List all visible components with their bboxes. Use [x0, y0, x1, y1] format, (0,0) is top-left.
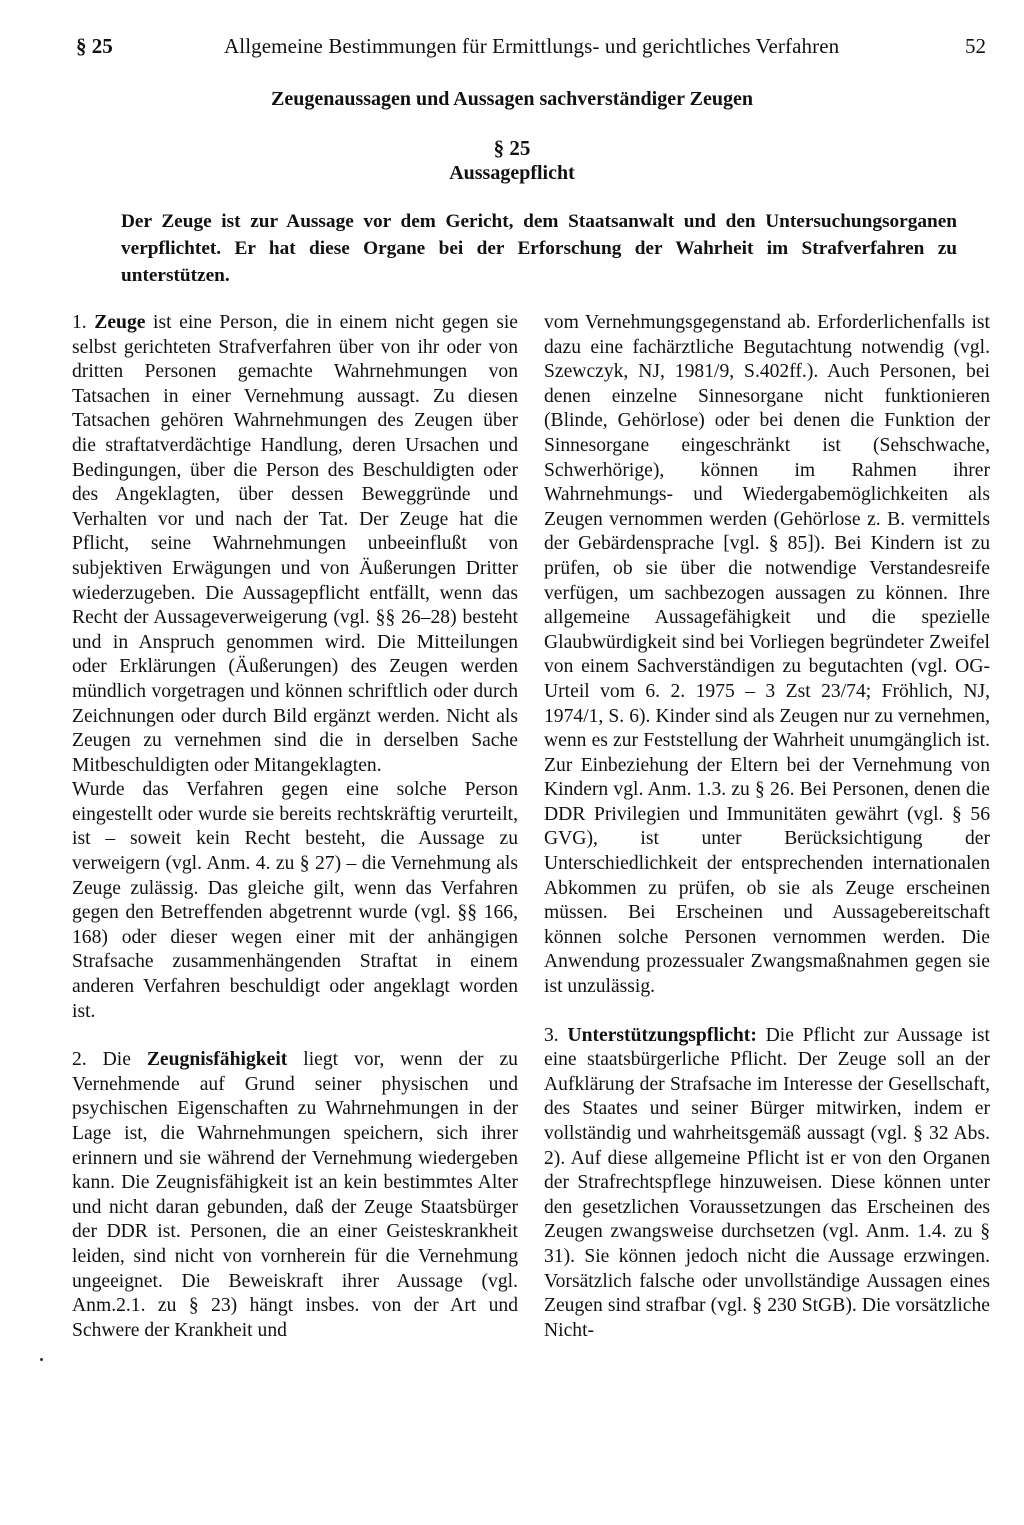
note-3-lead: Unterstützungspflicht:: [567, 1024, 757, 1046]
running-head-title: Allgemeine Bestimmungen für Ermittlungs- und gerichtliches Verfahren: [224, 34, 840, 58]
note-1-lead: Zeuge: [94, 312, 146, 333]
page-number: 52: [965, 34, 986, 58]
note-2-continuation: vom Vernehmungsgegenstand ab. Erforderlichenfalls ist dazu eine fachärztliche Begutachtung notwendig (vgl. Szewczyk, NJ, 1981/9, S.402ff.). Auch Personen, bei denen einzelne Sinnesorgane nicht funktionieren (Blinde, Gehörlose) oder bei denen die Funktion der Sinnesorgane eingeschränkt ist (Sehschwache, Schwerhörige), können im Rahmen ihrer Wahrnehmungs- und Wiedergabemöglichkeiten als Zeugen vernommen werden (Gehörlose z. B. vermittels der Gebärdensprache [vgl. § 85]). Bei Kindern ist zu prüfen, ob sie über die notwendige Verstandesreife verfügen, um sachbezogen aussagen zu können. Ihre allgemeine Aussagefähigkeit und die spezielle Glaubwürdigkeit sind bei Vorliegen begründeter Zweifel von einem Sachverständigen zu begutachten (vgl. OG-Urteil vom 6. 2. 1975 – 3 Zst 23/74; Fröhlich, NJ, 1974/1, S. 6). Kinder sind als Zeugen nur zu vernehmen, wenn es zur Feststellung der Wahrheit unumgänglich ist. Zur Einbeziehung der Eltern bei der Vernehmung von Kindern vgl. Anm. 1.3. zu § 26. Bei Personen, denen die DDR Privilegien und Immunitäten gewährt (vgl. § 56 GVG), ist unter Berücksichtigung der Unterschiedlichkeit der entsprechenden internationalen Abkommen zu prüfen, ob sie als Zeuge erscheinen müssen. Bei Erscheinen und Aussagebereitschaft können solche Personen vernommen werden. Die Anwendung prozessualer Zwangsmaßnahmen gegen sie ist unzulässig.: [544, 312, 990, 998]
note-1-text: ist eine Person, die in einem nicht gegen sie selbst gerichteten Strafverfahren über von ihr oder von dritten Personen gemachte Wahrnehmungen von Tatsachen in einer Vernehmung aussagt. Zu diesen Tatsachen gehören Wahrnehmungen des Zeugen über die straftatverdächtige Handlung, deren Ursachen und Bedingungen, über die Person des Beschuldigten oder des Angeklagten, über dessen Beweggründe und Verhalten vor und nach der Tat. Der Zeuge hat die Pflicht, seine Wahrnehmungen unbeeinflußt von subjektiven Erwägungen und von Äußerungen Dritter wiederzugeben. Die Aussagepflicht entfällt, wenn das Recht der Aussageverweigerung (vgl. §§ 26–28) besteht und in Anspruch genommen wird. Die Mitteilungen oder Erklärungen (Äußerungen) des Zeugen werden mündlich vorgetragen und können schriftlich oder durch Zeichnungen oder durch Bild ergänzt werden. Nicht als Zeugen zu vernehmen sind die in derselben Sache Mitbeschuldigten oder Mitangeklagten.: [72, 312, 519, 776]
section-number: § 25: [493, 136, 531, 160]
note-1: [72, 311, 518, 778]
note-2: [72, 1048, 518, 1343]
section-title: Aussagepflicht: [449, 162, 575, 184]
note-1-continuation: Wurde das Verfahren gegen eine solche Person eingestellt oder wurde sie bereits rechtskräftig verurteilt, ist – soweit kein Recht besteht, die Aussage zu verweigern (vgl. Anm. 4. zu § 27) – die Vernehmung als Zeuge zulässig. Das gleiche gilt, wenn das Verfahren gegen den Betreffenden abgetrennt wurde (vgl. §§ 166, 168) oder dieser wegen einer mit der anhängigen Strafsache zusammenhängenden Straftat in einem anderen Verfahren beschuldigt oder angeklagt worden ist.: [72, 779, 518, 1022]
note-2-number: 2. Die: [72, 1049, 147, 1071]
note-2-text: liegt vor, wenn der zu Vernehmende auf Grund seiner physischen und psychischen Eigenschaften zu Wahrnehmungen in der Lage ist, die Wahrnehmungen speichern, sich ihrer erinnern und sie während der Vernehmung wiedergeben kann. Die Zeugnisfähigkeit ist an kein bestimmtes Alter und nicht daran gebunden, daß der Zeuge Staatsbürger der DDR ist. Personen, die an einer Geisteskrankheit leiden, sind nicht von vornherein für die Vernehmung ungeeignet. Die Beweiskraft ihrer Aussage (vgl. Anm.2.1. zu § 23) hängt insbes. von der Art und Schwere der Krankheit und: [72, 1049, 518, 1341]
note-3-number: 3.: [544, 1024, 568, 1046]
statute-text: Der Zeuge ist zur Aussage vor dem Gericht, dem Staatsanwalt und den Untersuchungsorganen verpflichtet. Er hat diese Organe bei der Erforschung der Wahrheit im Strafverfahren zu unterstützen.: [121, 211, 957, 286]
note-2-lead: Zeugnisfähigkeit: [146, 1049, 288, 1071]
note-3-text: Die Pflicht zur Aussage ist eine staatsbürgerliche Pflicht. Der Zeuge soll an der Aufklärung der Strafsache im Interesse der Gesellschaft, des Staates und seiner Bürger mitwirken, indem er vollständig und wahrheitsgemäß aussagt (vgl. § 32 Abs. 2). Auf diese allgemeine Pflicht ist er von den Organen der Strafrechtspflege hinzuweisen. Diese können unter den gesetzlichen Voraussetzungen das Erscheinen des Zeugen zwangsweise durchsetzen (vgl. Anm. 1.4. zu § 31). Sie können jedoch nicht die Aussage erzwingen. Vorsätzlich falsche oder unvollständige Aussagen eines Zeugen sind strafbar (vgl. § 230 StGB). Die vorsätzliche Nicht-: [544, 1024, 990, 1341]
left-column: [72, 311, 518, 1343]
right-column: [544, 311, 990, 1343]
note-3: [544, 1024, 990, 1344]
running-head: [76, 34, 996, 64]
margin-dot: [40, 1358, 43, 1361]
running-head-section: § 25: [76, 34, 113, 58]
note-1-number: 1.: [72, 312, 95, 333]
chapter-title: Zeugenaussagen und Aussagen sachverständiger Zeugen: [271, 88, 753, 110]
